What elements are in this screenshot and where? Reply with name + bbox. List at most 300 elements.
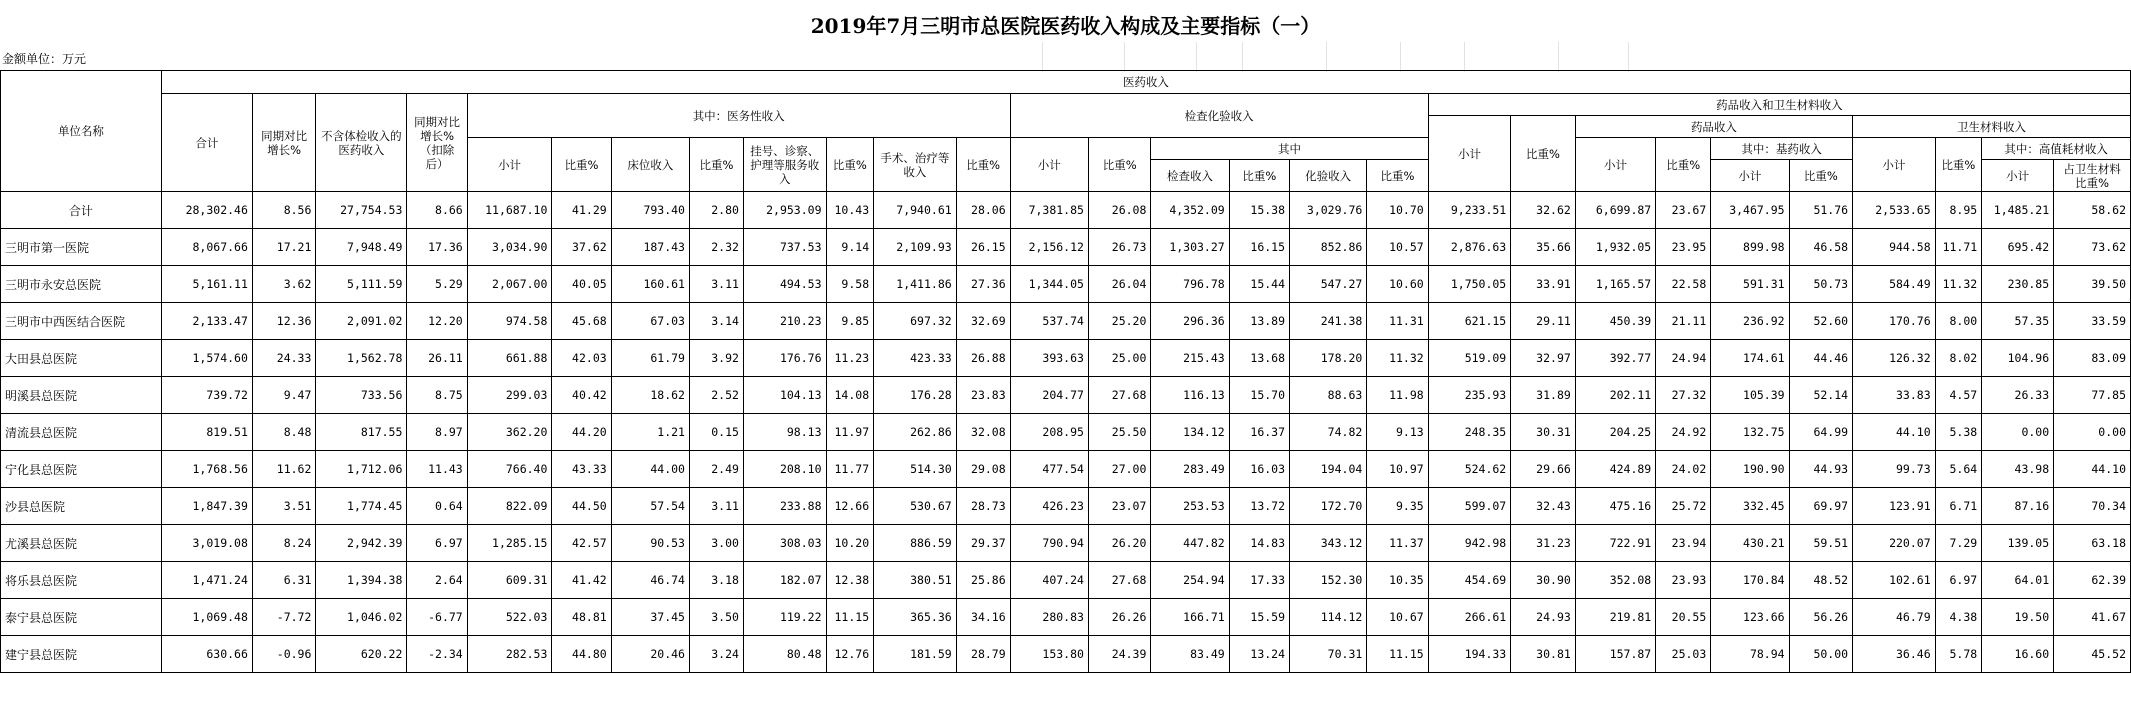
table-cell: 11.97: [826, 414, 874, 451]
table-cell: 26.11: [407, 340, 467, 377]
header-drug-material-income: 药品收入和卫生材料收入: [1428, 94, 2130, 116]
unit-name-cell: 明溪县总医院: [1, 377, 162, 414]
table-cell: 8.56: [252, 192, 316, 229]
table-cell: 8.02: [1935, 340, 1982, 377]
table-cell: 98.13: [743, 414, 826, 451]
unit-name-cell: 清流县总医院: [1, 414, 162, 451]
table-cell: 1,574.60: [161, 340, 252, 377]
table-cell: 1,303.27: [1151, 229, 1229, 266]
table-cell: 9.47: [252, 377, 316, 414]
table-cell: 282.53: [467, 636, 552, 673]
unit-label: 金额单位：万元: [2, 52, 87, 66]
table-cell: 1,847.39: [161, 488, 252, 525]
table-cell: 29.08: [956, 451, 1010, 488]
table-cell: 10.57: [1367, 229, 1428, 266]
table-cell: 50.73: [1789, 266, 1853, 303]
table-cell: 547.27: [1290, 266, 1367, 303]
table-cell: 3.00: [689, 525, 743, 562]
table-cell: 697.32: [874, 303, 957, 340]
table-cell: 29.37: [956, 525, 1010, 562]
table-cell: 1,285.15: [467, 525, 552, 562]
table-cell: 621.15: [1428, 303, 1511, 340]
table-cell: 16.03: [1229, 451, 1289, 488]
table-cell: 28,302.46: [161, 192, 252, 229]
table-cell: 475.16: [1575, 488, 1655, 525]
table-cell: 25.50: [1088, 414, 1150, 451]
table-cell: 56.26: [1789, 599, 1853, 636]
table-cell: 454.69: [1428, 562, 1511, 599]
table-cell: 52.14: [1789, 377, 1853, 414]
table-cell: 9.85: [826, 303, 874, 340]
header-ratio: 比重%: [689, 138, 743, 192]
table-cell: 10.60: [1367, 266, 1428, 303]
table-cell: 80.48: [743, 636, 826, 673]
table-cell: 2.32: [689, 229, 743, 266]
table-cell: 3,029.76: [1290, 192, 1367, 229]
table-cell: 11.23: [826, 340, 874, 377]
table-cell: 537.74: [1010, 303, 1088, 340]
table-row: [1, 266, 2131, 303]
table-cell: 12.66: [826, 488, 874, 525]
table-row: [1, 525, 2131, 562]
table-cell: 194.04: [1290, 451, 1367, 488]
header-material-share: 占卫生材料比重%: [2054, 160, 2131, 192]
table-cell: 609.31: [467, 562, 552, 599]
header-total: 合计: [161, 94, 252, 192]
table-cell: 477.54: [1010, 451, 1088, 488]
table-cell: 899.98: [1711, 229, 1789, 266]
table-row: [1, 488, 2131, 525]
table-cell: 23.93: [1656, 562, 1711, 599]
table-cell: 0.00: [1982, 414, 2054, 451]
table-cell: 2,942.39: [316, 525, 407, 562]
unit-name-cell: 宁化县总医院: [1, 451, 162, 488]
table-cell: 233.88: [743, 488, 826, 525]
table-cell: 35.66: [1511, 229, 1576, 266]
header-ratio: 比重%: [1367, 160, 1428, 192]
table-cell: 69.97: [1789, 488, 1853, 525]
table-cell: 392.77: [1575, 340, 1655, 377]
table-cell: 116.13: [1151, 377, 1229, 414]
table-cell: 210.23: [743, 303, 826, 340]
table-cell: 27.32: [1656, 377, 1711, 414]
table-cell: 16.37: [1229, 414, 1289, 451]
table-cell: 51.76: [1789, 192, 1853, 229]
unit-name-cell: 泰宁县总医院: [1, 599, 162, 636]
page-title: 2019年7月三明市总医院医药收入构成及主要指标（一）: [810, 14, 1321, 38]
table-cell: 722.91: [1575, 525, 1655, 562]
unit-name-cell: 合计: [1, 192, 162, 229]
header-ratio: 比重%: [956, 138, 1010, 192]
table-cell: 1,750.05: [1428, 266, 1511, 303]
table-cell: 41.67: [2054, 599, 2131, 636]
table-cell: 17.33: [1229, 562, 1289, 599]
header-subtotal: 小计: [467, 138, 552, 192]
table-cell: 46.74: [611, 562, 689, 599]
table-cell: 11.98: [1367, 377, 1428, 414]
table-cell: 3.18: [689, 562, 743, 599]
table-cell: 25.03: [1656, 636, 1711, 673]
table-cell: 48.81: [552, 599, 611, 636]
table-cell: 2,156.12: [1010, 229, 1088, 266]
table-cell: 2,091.02: [316, 303, 407, 340]
table-cell: 739.72: [161, 377, 252, 414]
table-cell: 5,161.11: [161, 266, 252, 303]
table-cell: 16.60: [1982, 636, 2054, 673]
table-cell: 8.00: [1935, 303, 1982, 340]
table-cell: 22.58: [1656, 266, 1711, 303]
table-cell: 45.52: [2054, 636, 2131, 673]
header-bed-income: 床位收入: [611, 138, 689, 192]
table-cell: 6.97: [407, 525, 467, 562]
table-cell: 24.33: [252, 340, 316, 377]
unit-name-cell: 将乐县总医院: [1, 562, 162, 599]
table-cell: 40.05: [552, 266, 611, 303]
table-cell: 57.54: [611, 488, 689, 525]
table-cell: 187.43: [611, 229, 689, 266]
table-cell: 33.83: [1853, 377, 1936, 414]
table-cell: 42.03: [552, 340, 611, 377]
table-cell: 44.50: [552, 488, 611, 525]
table-cell: 33.91: [1511, 266, 1576, 303]
table-cell: 41.42: [552, 562, 611, 599]
table-cell: 343.12: [1290, 525, 1367, 562]
table-cell: 157.87: [1575, 636, 1655, 673]
table-cell: 27.00: [1088, 451, 1150, 488]
table-cell: 5.78: [1935, 636, 1982, 673]
table-cell: 59.51: [1789, 525, 1853, 562]
table-cell: 5.38: [1935, 414, 1982, 451]
table-cell: 2.80: [689, 192, 743, 229]
table-cell: 45.68: [552, 303, 611, 340]
unit-name-cell: 尤溪县总医院: [1, 525, 162, 562]
table-cell: 11.71: [1935, 229, 1982, 266]
header-ratio: 比重%: [1935, 138, 1982, 192]
table-cell: 362.20: [467, 414, 552, 451]
table-cell: 790.94: [1010, 525, 1088, 562]
table-cell: 12.76: [826, 636, 874, 673]
table-cell: 11.43: [407, 451, 467, 488]
table-cell: 766.40: [467, 451, 552, 488]
header-ratio: 比重%: [826, 138, 874, 192]
header-yoy: 同期对比增长%: [252, 94, 316, 192]
table-cell: 3.24: [689, 636, 743, 673]
table-cell: 32.62: [1511, 192, 1576, 229]
table-cell: 28.06: [956, 192, 1010, 229]
unit-name-cell: 三明市永安总医院: [1, 266, 162, 303]
table-cell: 9.14: [826, 229, 874, 266]
table-cell: 380.51: [874, 562, 957, 599]
table-cell: 172.70: [1290, 488, 1367, 525]
table-cell: 190.90: [1711, 451, 1789, 488]
table-cell: 393.63: [1010, 340, 1088, 377]
table-cell: 27.36: [956, 266, 1010, 303]
table-cell: 18.62: [611, 377, 689, 414]
table-cell: 39.50: [2054, 266, 2131, 303]
table-cell: 332.45: [1711, 488, 1789, 525]
table-cell: 235.93: [1428, 377, 1511, 414]
table-cell: 2,953.09: [743, 192, 826, 229]
table-cell: 3.51: [252, 488, 316, 525]
table-cell: -7.72: [252, 599, 316, 636]
table-cell: 23.83: [956, 377, 1010, 414]
table-cell: 41.29: [552, 192, 611, 229]
table-cell: 40.42: [552, 377, 611, 414]
table-cell: 26.26: [1088, 599, 1150, 636]
table-cell: 15.38: [1229, 192, 1289, 229]
unit-name-cell: 沙县总医院: [1, 488, 162, 525]
table-cell: 178.20: [1290, 340, 1367, 377]
table-cell: 11.15: [1367, 636, 1428, 673]
table-cell: 139.05: [1982, 525, 2054, 562]
header-subtotal: 小计: [1575, 138, 1655, 192]
table-cell: 10.67: [1367, 599, 1428, 636]
table-cell: 160.61: [611, 266, 689, 303]
table-cell: 208.10: [743, 451, 826, 488]
table-cell: 152.30: [1290, 562, 1367, 599]
table-cell: 31.89: [1511, 377, 1576, 414]
table-cell: 6.71: [1935, 488, 1982, 525]
table-cell: 27.68: [1088, 562, 1150, 599]
table-cell: 24.94: [1656, 340, 1711, 377]
table-cell: 44.20: [552, 414, 611, 451]
table-cell: 0.15: [689, 414, 743, 451]
income-table: [0, 70, 2131, 673]
table-cell: 64.99: [1789, 414, 1853, 451]
table-cell: 944.58: [1853, 229, 1936, 266]
table-cell: 266.61: [1428, 599, 1511, 636]
table-cell: 67.03: [611, 303, 689, 340]
table-cell: 33.59: [2054, 303, 2131, 340]
table-cell: 9,233.51: [1428, 192, 1511, 229]
table-cell: 3,019.08: [161, 525, 252, 562]
table-cell: 32.08: [956, 414, 1010, 451]
table-cell: 5,111.59: [316, 266, 407, 303]
header-ratio: 比重%: [1789, 160, 1853, 192]
table-cell: 83.49: [1151, 636, 1229, 673]
table-cell: 13.72: [1229, 488, 1289, 525]
table-cell: 0.64: [407, 488, 467, 525]
table-cell: 1,774.45: [316, 488, 407, 525]
table-cell: 11.77: [826, 451, 874, 488]
table-cell: 19.50: [1982, 599, 2054, 636]
unit-name-cell: 建宁县总医院: [1, 636, 162, 673]
header-ratio: 比重%: [1088, 138, 1150, 192]
table-cell: 36.46: [1853, 636, 1936, 673]
table-cell: 886.59: [874, 525, 957, 562]
table-cell: 170.76: [1853, 303, 1936, 340]
table-cell: 204.77: [1010, 377, 1088, 414]
header-ratio: 比重%: [1511, 116, 1576, 192]
table-cell: 26.15: [956, 229, 1010, 266]
table-cell: 13.89: [1229, 303, 1289, 340]
table-cell: 215.43: [1151, 340, 1229, 377]
table-cell: 26.33: [1982, 377, 2054, 414]
table-cell: 16.15: [1229, 229, 1289, 266]
table-row: [1, 229, 2131, 266]
table-cell: 9.35: [1367, 488, 1428, 525]
table-cell: 236.92: [1711, 303, 1789, 340]
table-cell: 852.86: [1290, 229, 1367, 266]
table-cell: 219.81: [1575, 599, 1655, 636]
table-cell: 70.31: [1290, 636, 1367, 673]
table-cell: 7,948.49: [316, 229, 407, 266]
table-cell: 822.09: [467, 488, 552, 525]
table-row: [1, 599, 2131, 636]
table-cell: 134.12: [1151, 414, 1229, 451]
table-row: [1, 414, 2131, 451]
table-cell: 27.68: [1088, 377, 1150, 414]
table-cell: 8.66: [407, 192, 467, 229]
table-cell: 44.10: [1853, 414, 1936, 451]
table-cell: 194.33: [1428, 636, 1511, 673]
header-lab-income: 化验收入: [1290, 160, 1367, 192]
table-cell: 1,471.24: [161, 562, 252, 599]
table-cell: 4.38: [1935, 599, 1982, 636]
table-cell: 44.00: [611, 451, 689, 488]
table-cell: 8.48: [252, 414, 316, 451]
table-cell: 208.95: [1010, 414, 1088, 451]
table-cell: 524.62: [1428, 451, 1511, 488]
table-cell: 620.22: [316, 636, 407, 673]
table-cell: 74.82: [1290, 414, 1367, 451]
table-cell: 630.66: [161, 636, 252, 673]
table-cell: 3.11: [689, 488, 743, 525]
table-cell: 2.52: [689, 377, 743, 414]
table-cell: 24.93: [1511, 599, 1576, 636]
table-cell: 11,687.10: [467, 192, 552, 229]
header-ratio: 比重%: [1229, 160, 1289, 192]
table-cell: 32.43: [1511, 488, 1576, 525]
table-cell: 5.29: [407, 266, 467, 303]
header-ratio: 比重%: [1656, 138, 1711, 192]
table-cell: 13.24: [1229, 636, 1289, 673]
table-cell: 12.36: [252, 303, 316, 340]
table-cell: 8.75: [407, 377, 467, 414]
table-cell: 23.95: [1656, 229, 1711, 266]
table-cell: 299.03: [467, 377, 552, 414]
table-cell: 43.33: [552, 451, 611, 488]
table-cell: 13.68: [1229, 340, 1289, 377]
table-cell: 661.88: [467, 340, 552, 377]
table-cell: 3.62: [252, 266, 316, 303]
table-cell: 24.92: [1656, 414, 1711, 451]
table-cell: 695.42: [1982, 229, 2054, 266]
table-cell: 73.62: [2054, 229, 2131, 266]
table-cell: 23.67: [1656, 192, 1711, 229]
table-cell: 63.18: [2054, 525, 2131, 562]
table-cell: 599.07: [1428, 488, 1511, 525]
table-cell: 450.39: [1575, 303, 1655, 340]
table-cell: 29.66: [1511, 451, 1576, 488]
table-cell: 7,381.85: [1010, 192, 1088, 229]
table-cell: 2,133.47: [161, 303, 252, 340]
table-cell: 426.23: [1010, 488, 1088, 525]
table-cell: 11.37: [1367, 525, 1428, 562]
table-cell: 153.80: [1010, 636, 1088, 673]
table-cell: 50.00: [1789, 636, 1853, 673]
table-cell: 26.73: [1088, 229, 1150, 266]
table-cell: 23.94: [1656, 525, 1711, 562]
table-cell: 1,344.05: [1010, 266, 1088, 303]
unit-name-cell: 大田县总医院: [1, 340, 162, 377]
table-cell: 34.16: [956, 599, 1010, 636]
table-body: [1, 192, 2131, 673]
table-cell: 942.98: [1428, 525, 1511, 562]
table-cell: 230.85: [1982, 266, 2054, 303]
table-cell: 7,940.61: [874, 192, 957, 229]
header-drug-income: 药品收入: [1575, 116, 1852, 138]
table-row: [1, 340, 2131, 377]
table-cell: 88.63: [1290, 377, 1367, 414]
table-cell: 48.52: [1789, 562, 1853, 599]
table-cell: 44.80: [552, 636, 611, 673]
table-cell: 3,467.95: [1711, 192, 1789, 229]
table-cell: 1,165.57: [1575, 266, 1655, 303]
table-cell: 11.32: [1367, 340, 1428, 377]
table-cell: 126.32: [1853, 340, 1936, 377]
table-cell: 974.58: [467, 303, 552, 340]
table-cell: 11.62: [252, 451, 316, 488]
table-cell: 25.86: [956, 562, 1010, 599]
table-cell: 253.53: [1151, 488, 1229, 525]
table-cell: 3.92: [689, 340, 743, 377]
table-cell: 58.62: [2054, 192, 2131, 229]
table-cell: 430.21: [1711, 525, 1789, 562]
table-row: [1, 636, 2131, 673]
table-cell: 1,069.48: [161, 599, 252, 636]
table-cell: 6.97: [1935, 562, 1982, 599]
table-cell: 37.62: [552, 229, 611, 266]
table-cell: 15.44: [1229, 266, 1289, 303]
table-cell: 43.98: [1982, 451, 2054, 488]
table-cell: -0.96: [252, 636, 316, 673]
header-exam-lab-income: 检查化验收入: [1010, 94, 1428, 138]
table-cell: 3.50: [689, 599, 743, 636]
table-cell: 78.94: [1711, 636, 1789, 673]
table-cell: 31.23: [1511, 525, 1576, 562]
table-cell: 61.79: [611, 340, 689, 377]
table-cell: 11.15: [826, 599, 874, 636]
table-cell: 10.35: [1367, 562, 1428, 599]
table-cell: 4.57: [1935, 377, 1982, 414]
table-cell: 1,046.02: [316, 599, 407, 636]
table-cell: 181.59: [874, 636, 957, 673]
table-cell: 514.30: [874, 451, 957, 488]
header-ratio: 比重%: [552, 138, 611, 192]
table-cell: 1,768.56: [161, 451, 252, 488]
table-row: [1, 303, 2131, 340]
table-cell: 32.69: [956, 303, 1010, 340]
table-cell: 591.31: [1711, 266, 1789, 303]
table-cell: 70.34: [2054, 488, 2131, 525]
table-cell: 220.07: [1853, 525, 1936, 562]
table-cell: 42.57: [552, 525, 611, 562]
table-cell: 20.55: [1656, 599, 1711, 636]
table-cell: 202.11: [1575, 377, 1655, 414]
table-cell: 25.72: [1656, 488, 1711, 525]
table-cell: 30.31: [1511, 414, 1576, 451]
table-cell: 9.13: [1367, 414, 1428, 451]
table-cell: 2.49: [689, 451, 743, 488]
table-cell: 365.36: [874, 599, 957, 636]
table-cell: 280.83: [1010, 599, 1088, 636]
table-cell: 10.70: [1367, 192, 1428, 229]
table-cell: 3.14: [689, 303, 743, 340]
table-cell: 52.60: [1789, 303, 1853, 340]
table-cell: 1,932.05: [1575, 229, 1655, 266]
table-cell: 37.45: [611, 599, 689, 636]
